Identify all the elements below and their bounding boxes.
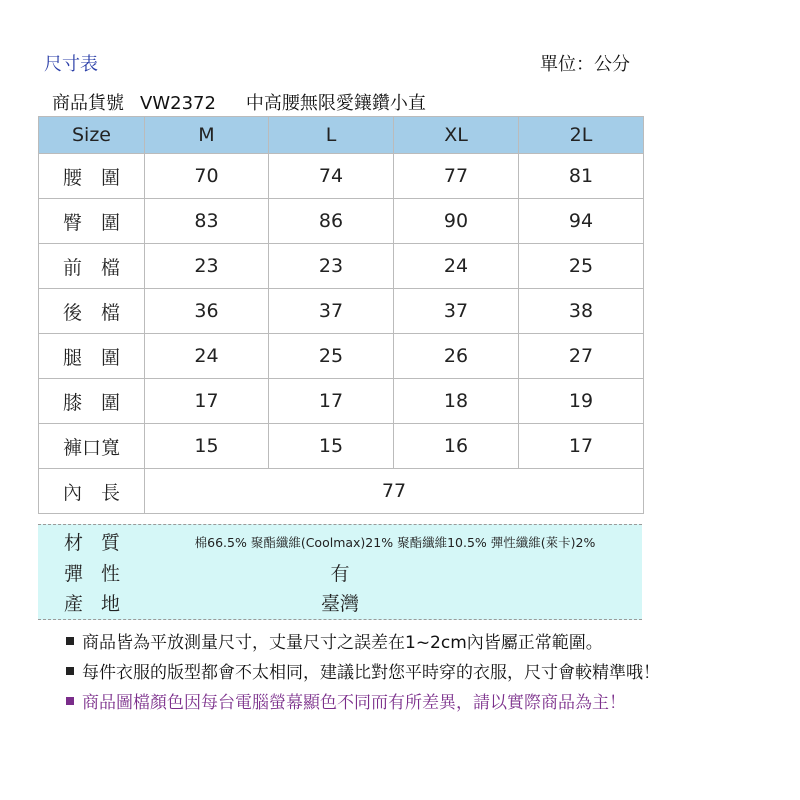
table-cell: 23 xyxy=(269,244,394,289)
table-row-knee xyxy=(39,379,644,424)
table-cell: 38 xyxy=(519,289,644,334)
table-cell: 81 xyxy=(519,154,644,199)
table-cell: 27 xyxy=(519,334,644,379)
row-label: 腿 圍 xyxy=(39,334,145,379)
table-cell: 17 xyxy=(519,424,644,469)
table-cell: 25 xyxy=(519,244,644,289)
elasticity-row xyxy=(38,559,642,589)
table-row-front-rise xyxy=(39,244,644,289)
table-cell: 86 xyxy=(269,199,394,244)
product-code-label: 商品貨號 xyxy=(52,93,124,114)
note-item xyxy=(66,658,660,688)
table-header-row xyxy=(39,117,644,154)
header-xl: XL xyxy=(394,117,519,154)
origin-row xyxy=(38,589,642,619)
note-text: 商品圖檔顏色因每台電腦螢幕顯色不同而有所差異，請以實際商品為主！ xyxy=(82,693,626,713)
row-label: 內 長 xyxy=(39,469,145,514)
material-label: 材質 xyxy=(64,532,139,554)
square-bullet-icon xyxy=(66,697,74,705)
table-cell: 17 xyxy=(269,379,394,424)
elasticity-value: 有 xyxy=(330,563,350,585)
note-item xyxy=(66,628,660,658)
origin-label: 產地 xyxy=(64,593,139,615)
table-cell: 26 xyxy=(394,334,519,379)
size-chart-title: 尺寸表 xyxy=(44,54,98,75)
unit-label: 單位：公分 xyxy=(540,54,630,75)
product-name: 中高腰無限愛鑲鑽小直 xyxy=(245,93,426,114)
inseam-value: 77 xyxy=(145,469,644,514)
material-value: 棉66.5% 聚酯纖維(Coolmax)21% 聚酯纖維10.5% 彈性纖維(萊卡)2% xyxy=(194,535,596,550)
row-label: 臀 圍 xyxy=(39,199,145,244)
table-cell: 25 xyxy=(269,334,394,379)
product-code: VW2372 xyxy=(140,93,216,114)
header-2l: 2L xyxy=(519,117,644,154)
fabric-info-box xyxy=(38,524,642,620)
table-cell: 17 xyxy=(145,379,269,424)
header-m: M xyxy=(145,117,269,154)
notes-list xyxy=(66,628,660,718)
material-row xyxy=(38,528,642,558)
table-cell: 90 xyxy=(394,199,519,244)
table-cell: 74 xyxy=(269,154,394,199)
table-cell: 23 xyxy=(145,244,269,289)
note-item-color-disclaimer xyxy=(66,688,660,718)
elasticity-label: 彈性 xyxy=(64,563,139,585)
origin-value: 臺灣 xyxy=(320,593,359,615)
table-cell: 24 xyxy=(394,244,519,289)
note-text: 商品皆為平放測量尺寸，丈量尺寸之誤差在1~2cm內皆屬正常範圍。 xyxy=(82,633,603,653)
note-text: 每件衣服的版型都會不太相同，建議比對您平時穿的衣服，尺寸會較精準哦！ xyxy=(82,663,660,683)
header-size: Size xyxy=(39,117,145,154)
table-cell: 83 xyxy=(145,199,269,244)
table-cell: 37 xyxy=(394,289,519,334)
table-cell: 77 xyxy=(394,154,519,199)
table-cell: 15 xyxy=(269,424,394,469)
table-row-inseam xyxy=(39,469,644,514)
table-cell: 19 xyxy=(519,379,644,424)
row-label: 前 檔 xyxy=(39,244,145,289)
table-cell: 15 xyxy=(145,424,269,469)
table-cell: 94 xyxy=(519,199,644,244)
table-row-hip xyxy=(39,199,644,244)
size-table xyxy=(38,116,644,514)
table-cell: 24 xyxy=(145,334,269,379)
table-row-back-rise xyxy=(39,289,644,334)
table-row-waist xyxy=(39,154,644,199)
table-cell: 36 xyxy=(145,289,269,334)
row-label: 腰 圍 xyxy=(39,154,145,199)
table-cell: 16 xyxy=(394,424,519,469)
row-label: 後 檔 xyxy=(39,289,145,334)
header-l: L xyxy=(269,117,394,154)
table-row-thigh xyxy=(39,334,644,379)
product-line xyxy=(52,89,426,115)
square-bullet-icon xyxy=(66,667,74,675)
row-label: 褲口寬 xyxy=(39,424,145,469)
row-label: 膝 圍 xyxy=(39,379,145,424)
square-bullet-icon xyxy=(66,637,74,645)
table-cell: 37 xyxy=(269,289,394,334)
table-cell: 18 xyxy=(394,379,519,424)
table-row-leg-opening xyxy=(39,424,644,469)
table-cell: 70 xyxy=(145,154,269,199)
